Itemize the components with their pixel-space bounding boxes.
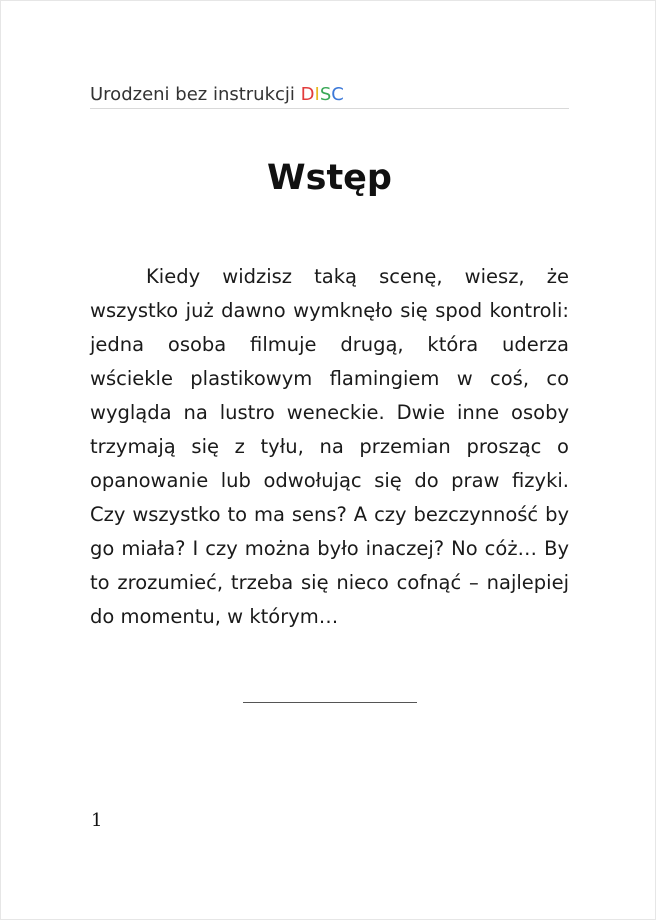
page-number: 1 (91, 810, 103, 831)
header-disc-letter-d: D (300, 84, 315, 105)
header-disc-letter-i: I (314, 84, 320, 105)
header-disc-letter-c: C (331, 84, 344, 105)
chapter-title: Wstęp (267, 158, 392, 198)
section-separator-line (243, 702, 417, 703)
header-book-title: Urodzeni bez instrukcji (90, 84, 301, 105)
header-disc-letter-s: S (319, 84, 332, 105)
chapter-paragraph: Kiedy widzisz taką scenę, wiesz, że wszystko już dawno wymknęło się spod kontroli: jedna osoba filmuje drugą, która uderza wściekle plastikowym flamingiem w coś, co wygląda na lustro weneckie. Dwie inne osoby trzymają się z tyłu, na przemian prosząc o opanowanie lub odwołując się do praw fizyki. Czy wszystko to ma sens? A czy bezczynność by go miała? I czy można było inaczej? No cóż… By to zrozumieć, trzeba się nieco cofnąć – najlepiej do momentu, w którym… (90, 265, 569, 628)
running-header (90, 81, 569, 109)
